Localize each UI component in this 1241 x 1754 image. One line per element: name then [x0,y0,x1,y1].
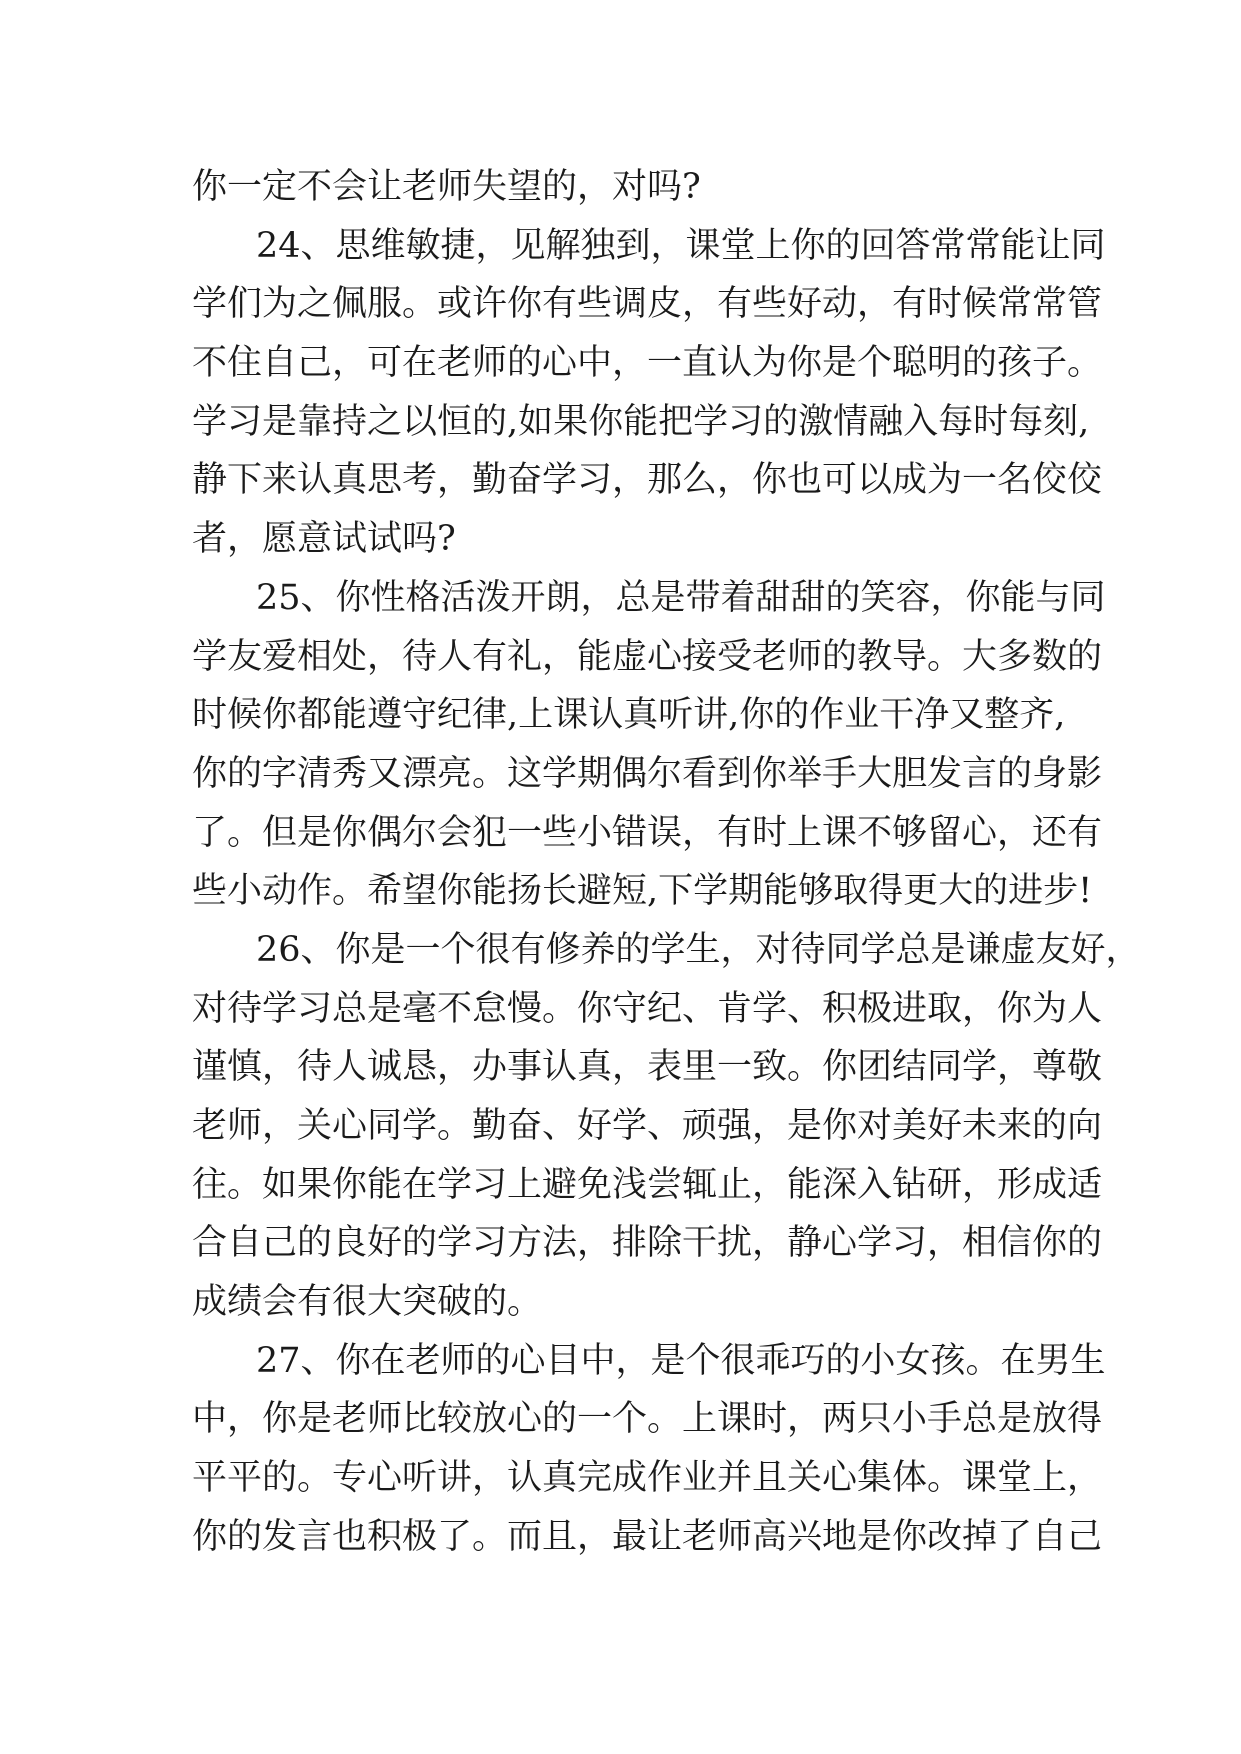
text-line: 谨慎，待人诚恳，办事认真，表里一致。你团结同学，尊敬 [192,1047,1103,1088]
text-line: 不住自己，可在老师的心中，一直认为你是个聪明的孩子。 [192,343,1103,384]
text-line: 成绩会有很大突破的。 [192,1282,543,1323]
text-line: 了。但是你偶尔会犯一些小错误，有时上课不够留心，还有 [192,812,1103,853]
text-line: 静下来认真思考，勤奋学习，那么，你也可以成为一名佼佼 [192,460,1103,501]
text-line: 学们为之佩服。或许你有些调皮，有些好动，有时候常常管 [192,284,1103,325]
text-line: 对待学习总是毫不怠慢。你守纪、肯学、积极进取，你为人 [192,988,1103,1029]
text-line: 些小动作。希望你能扬长避短,下学期能够取得更大的进步! [192,871,1093,912]
text-line: 24、思维敏捷，见解独到，课堂上你的回答常常能让同 [256,225,1106,266]
text-line: 学习是靠持之以恒的,如果你能把学习的激情融入每时每刻, [192,401,1090,442]
text-line: 25、你性格活泼开朗，总是带着甜甜的笑容，你能与同 [256,577,1106,618]
text-line: 往。如果你能在学习上避免浅尝辄止，能深入钻研，形成适 [192,1164,1103,1205]
text-line: 中，你是老师比较放心的一个。上课时，两只小手总是放得 [192,1399,1103,1440]
text-line: 合自己的良好的学习方法，排除干扰，静心学习，相信你的 [192,1223,1103,1264]
text-line: 你一定不会让老师失望的，对吗? [192,167,701,207]
text-line: 你的发言也积极了。而且，最让老师高兴地是你改掉了自己 [192,1516,1103,1557]
text-line: 你的字清秀又漂亮。这学期偶尔看到你举手大胆发言的身影 [192,753,1103,794]
text-line: 学友爱相处，待人有礼，能虚心接受老师的教导。大多数的 [192,636,1103,677]
text-line: 平平的。专心听讲，认真完成作业并且关心集体。课堂上， [192,1458,1103,1499]
text-line: 26、你是一个很有修养的学生，对待同学总是谦虚友好， [256,929,1141,970]
body-text [192,158,1141,1567]
text-line: 老师，关心同学。勤奋、好学、顽强，是你对美好未来的向 [192,1106,1103,1146]
text-line: 27、你在老师的心目中，是个很乖巧的小女孩。在男生 [256,1340,1106,1381]
text-line: 者，愿意试试吗? [192,519,456,560]
text-line: 时候你都能遵守纪律,上课认真听讲,你的作业干净又整齐, [192,695,1066,736]
